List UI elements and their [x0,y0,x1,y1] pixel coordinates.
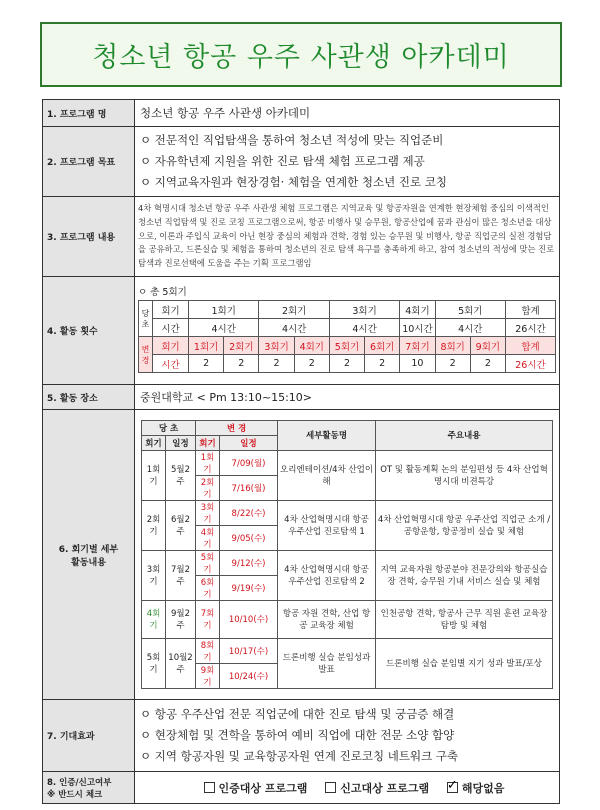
sched-h-orig: 당 초 [142,420,196,435]
sched-week: 6월2주 [166,500,196,550]
changed-time: 2 [259,355,294,373]
sched-h-content: 주요내용 [376,420,553,450]
sched-h-week: 일정 [166,435,196,450]
label-cert: 8. 인증/신고여부 [47,777,112,788]
changed-time: 2 [470,355,505,373]
count-time: 4시간 [259,319,329,337]
sched-week: 10월2주 [166,638,196,688]
count-header: 1회기 [189,301,259,319]
cert-checkbox-certified[interactable] [204,782,215,793]
page-title: 청소년 항공 우주 사관생 아카데미 [92,42,510,73]
changed-time: 26시간 [506,355,556,373]
changed-header: 8회기 [435,337,470,355]
count-header: 회기 [153,301,189,319]
changed-header: 7회기 [400,337,435,355]
value-place: 중원대학교 < Pm 13:10~15:10> [135,385,560,410]
sched-content: OT 및 활동계획 논의 분임편성 등 4차 산업혁명시대 비젼특강 [376,450,553,500]
sched-round: 4회기 [142,600,166,638]
sched-activity: 항공 자원 견학, 산업 항공 교육장 체험 [278,600,376,638]
sched-round: 5회기 [142,638,166,688]
sched-sub-date: 10/17(수) [220,638,278,663]
row-goal [43,127,560,197]
changed-header: 합계 [506,337,556,355]
count-header: 3회기 [329,301,399,319]
sched-week: 7월2주 [166,550,196,600]
sched-activity: 4차 산업혁명시대 항공 우주산업 진로탐색 1 [278,500,376,550]
content-paragraph: 4차 혁명시대 청소년 항공 우주 사관생 체험 프로그램은 지역교육 및 항공자원을 연계한 현장체험 중심의 이색적인 청소년 직업탐색 및 진로 코칭 프로그램으로써, 항공 비행사 및 승무원, 항공산업에 꿈과 관심이 많은 청소년을 대상으로, 이론과 주입식 교육이 아닌 현장 중심의 체험과 견학, 경험 있는 승무원 및 비행사, 항공 직업군의 실전 경험담을 공유하고, 드론실습 및 체험을 통하여 청소년의 진로 탐색 욕구를 충족하게 하고, 참여 청소년의 적성에 맞는 진로탐색과 진로선택에 도움을 주는 기획 프로그램임 [135,197,560,277]
label-content: 3. 프로그램 내용 [43,197,135,277]
sched-h-activity: 세부활동명 [278,420,376,450]
sched-round: 2회기 [142,500,166,550]
row-content [43,197,560,277]
sched-sub-round: 7회기 [196,600,220,638]
cert-checkbox-reported[interactable] [325,782,336,793]
count-time: 10시간 [400,319,435,337]
count-header: 합계 [506,301,556,319]
sched-activity: 오리엔테이션/4차 산업이해 [278,450,376,500]
sched-h-round2: 회기 [196,435,220,450]
count-time: 26시간 [506,319,556,337]
changed-header: 1회기 [189,337,224,355]
count-side-changed: 변 경 [139,337,153,373]
changed-header: 9회기 [470,337,505,355]
count-time: 4시간 [329,319,399,337]
sched-content: 4차 산업혁명시대 항공 우주산업 직업군 소개 / 공항운항, 항공정비 실습 및 체험 [376,500,553,550]
sched-activity: 4차 산업혁명시대 항공 우주산업 진로탐색 2 [278,550,376,600]
sched-sub-date: 10/10(수) [220,600,278,638]
sched-activity: 드론비행 실습 분임성과발표 [278,638,376,688]
effect-item: ㅇ 현장체험 및 견학을 통하여 예비 직업에 대한 전문 소양 함양 [140,728,455,742]
changed-time: 10 [400,355,435,373]
sched-sub-round: 6회기 [196,575,220,600]
sched-h-changed: 변 경 [196,420,278,435]
sched-week: 9월2주 [166,600,196,638]
count-time: 4시간 [435,319,505,337]
program-table [42,99,560,804]
label-count: 4. 활동 횟수 [43,277,135,385]
row-cert [43,772,560,804]
row-effect [43,700,560,772]
changed-time: 2 [435,355,470,373]
goal-item: ㅇ 전문적인 직업탐색을 통하여 청소년 적성에 맞는 직업준비 [140,133,444,147]
changed-header: 5회기 [329,337,364,355]
schedule-table [141,420,553,689]
row-place [43,385,560,410]
label-effect: 7. 기대효과 [43,700,135,772]
changed-time: 2 [189,355,224,373]
sched-sub-round: 4회기 [196,525,220,550]
row-program-name [43,100,560,127]
sched-content: 지역 교육자원 항공분야 전문강의와 항공실습장 견학, 승무원 기내 서비스 실습 및 체험 [376,550,553,600]
changed-time: 2 [365,355,400,373]
sched-round: 1회기 [142,450,166,500]
label-program-name: 1. 프로그램 명 [43,100,135,127]
sched-sub-date: 9/19(수) [220,575,278,600]
count-header: 2회기 [259,301,329,319]
value-program-name: 청소년 항공 우주 사관생 아카데미 [135,100,560,127]
count-time: 시간 [153,319,189,337]
cert-option-none: 해당없음 [461,781,505,795]
sched-sub-date: 9/12(수) [220,550,278,575]
row-count [43,277,560,385]
count-table [138,300,556,373]
cert-option-certified: 인증대상 프로그램 [218,781,308,795]
sched-sub-date: 7/09(월) [220,450,278,475]
count-side-orig: 당 초 [139,301,153,337]
label-goal: 2. 프로그램 목표 [43,127,135,197]
effect-item: ㅇ 항공 우주산업 전문 직업군에 대한 진로 탐색 및 궁금증 해결 [140,707,455,721]
label-schedule: 6. 회기별 세부 [58,544,119,555]
count-time: 4시간 [189,319,259,337]
label-place: 5. 활동 장소 [43,385,135,410]
changed-header: 회기 [153,337,189,355]
title-banner [40,22,562,87]
count-total: ㅇ 총 5회기 [138,287,187,298]
cert-checkbox-none[interactable] [447,782,458,793]
sched-sub-date: 10/24(수) [220,663,278,688]
goal-item: ㅇ 지역교육자원과 현장경험· 체험을 연계한 청소년 진로 코칭 [140,175,447,189]
changed-header: 6회기 [365,337,400,355]
sched-sub-round: 2회기 [196,475,220,500]
changed-time: 시간 [153,355,189,373]
sched-sub-date: 7/16(월) [220,475,278,500]
label-cert-note: ※ 반드시 체크 [47,789,103,800]
sched-content: 드론비행 실습 분임별 지기 성과 발표/포상 [376,638,553,688]
changed-time: 2 [224,355,259,373]
sched-sub-round: 1회기 [196,450,220,475]
sched-sub-round: 5회기 [196,550,220,575]
changed-header: 3회기 [259,337,294,355]
cert-option-reported: 신고대상 프로그램 [340,781,430,795]
sched-h-round: 회기 [142,435,166,450]
sched-content: 인천공항 견학, 항공사 근무 직원 훈련 교육장 탐방 및 체험 [376,600,553,638]
changed-header: 4회기 [294,337,329,355]
sched-week: 5월2주 [166,450,196,500]
goal-item: ㅇ 자유학년제 지원을 위한 진로 탐색 체험 프로그램 제공 [140,154,425,168]
sched-sub-round: 8회기 [196,638,220,663]
sched-sub-date: 9/05(수) [220,525,278,550]
sched-sub-date: 8/22(수) [220,500,278,525]
changed-header: 2회기 [224,337,259,355]
label-schedule-2: 활동내용 [71,557,106,568]
changed-time: 2 [329,355,364,373]
row-schedule [43,410,560,700]
count-header: 5회기 [435,301,505,319]
sched-sub-round: 9회기 [196,663,220,688]
effect-item: ㅇ 지역 항공자원 및 교육항공자원 연계 진로코칭 네트워크 구축 [140,749,459,763]
sched-h-date: 일정 [220,435,278,450]
sched-sub-round: 3회기 [196,500,220,525]
sched-round: 3회기 [142,550,166,600]
count-header: 4회기 [400,301,435,319]
changed-time: 2 [294,355,329,373]
